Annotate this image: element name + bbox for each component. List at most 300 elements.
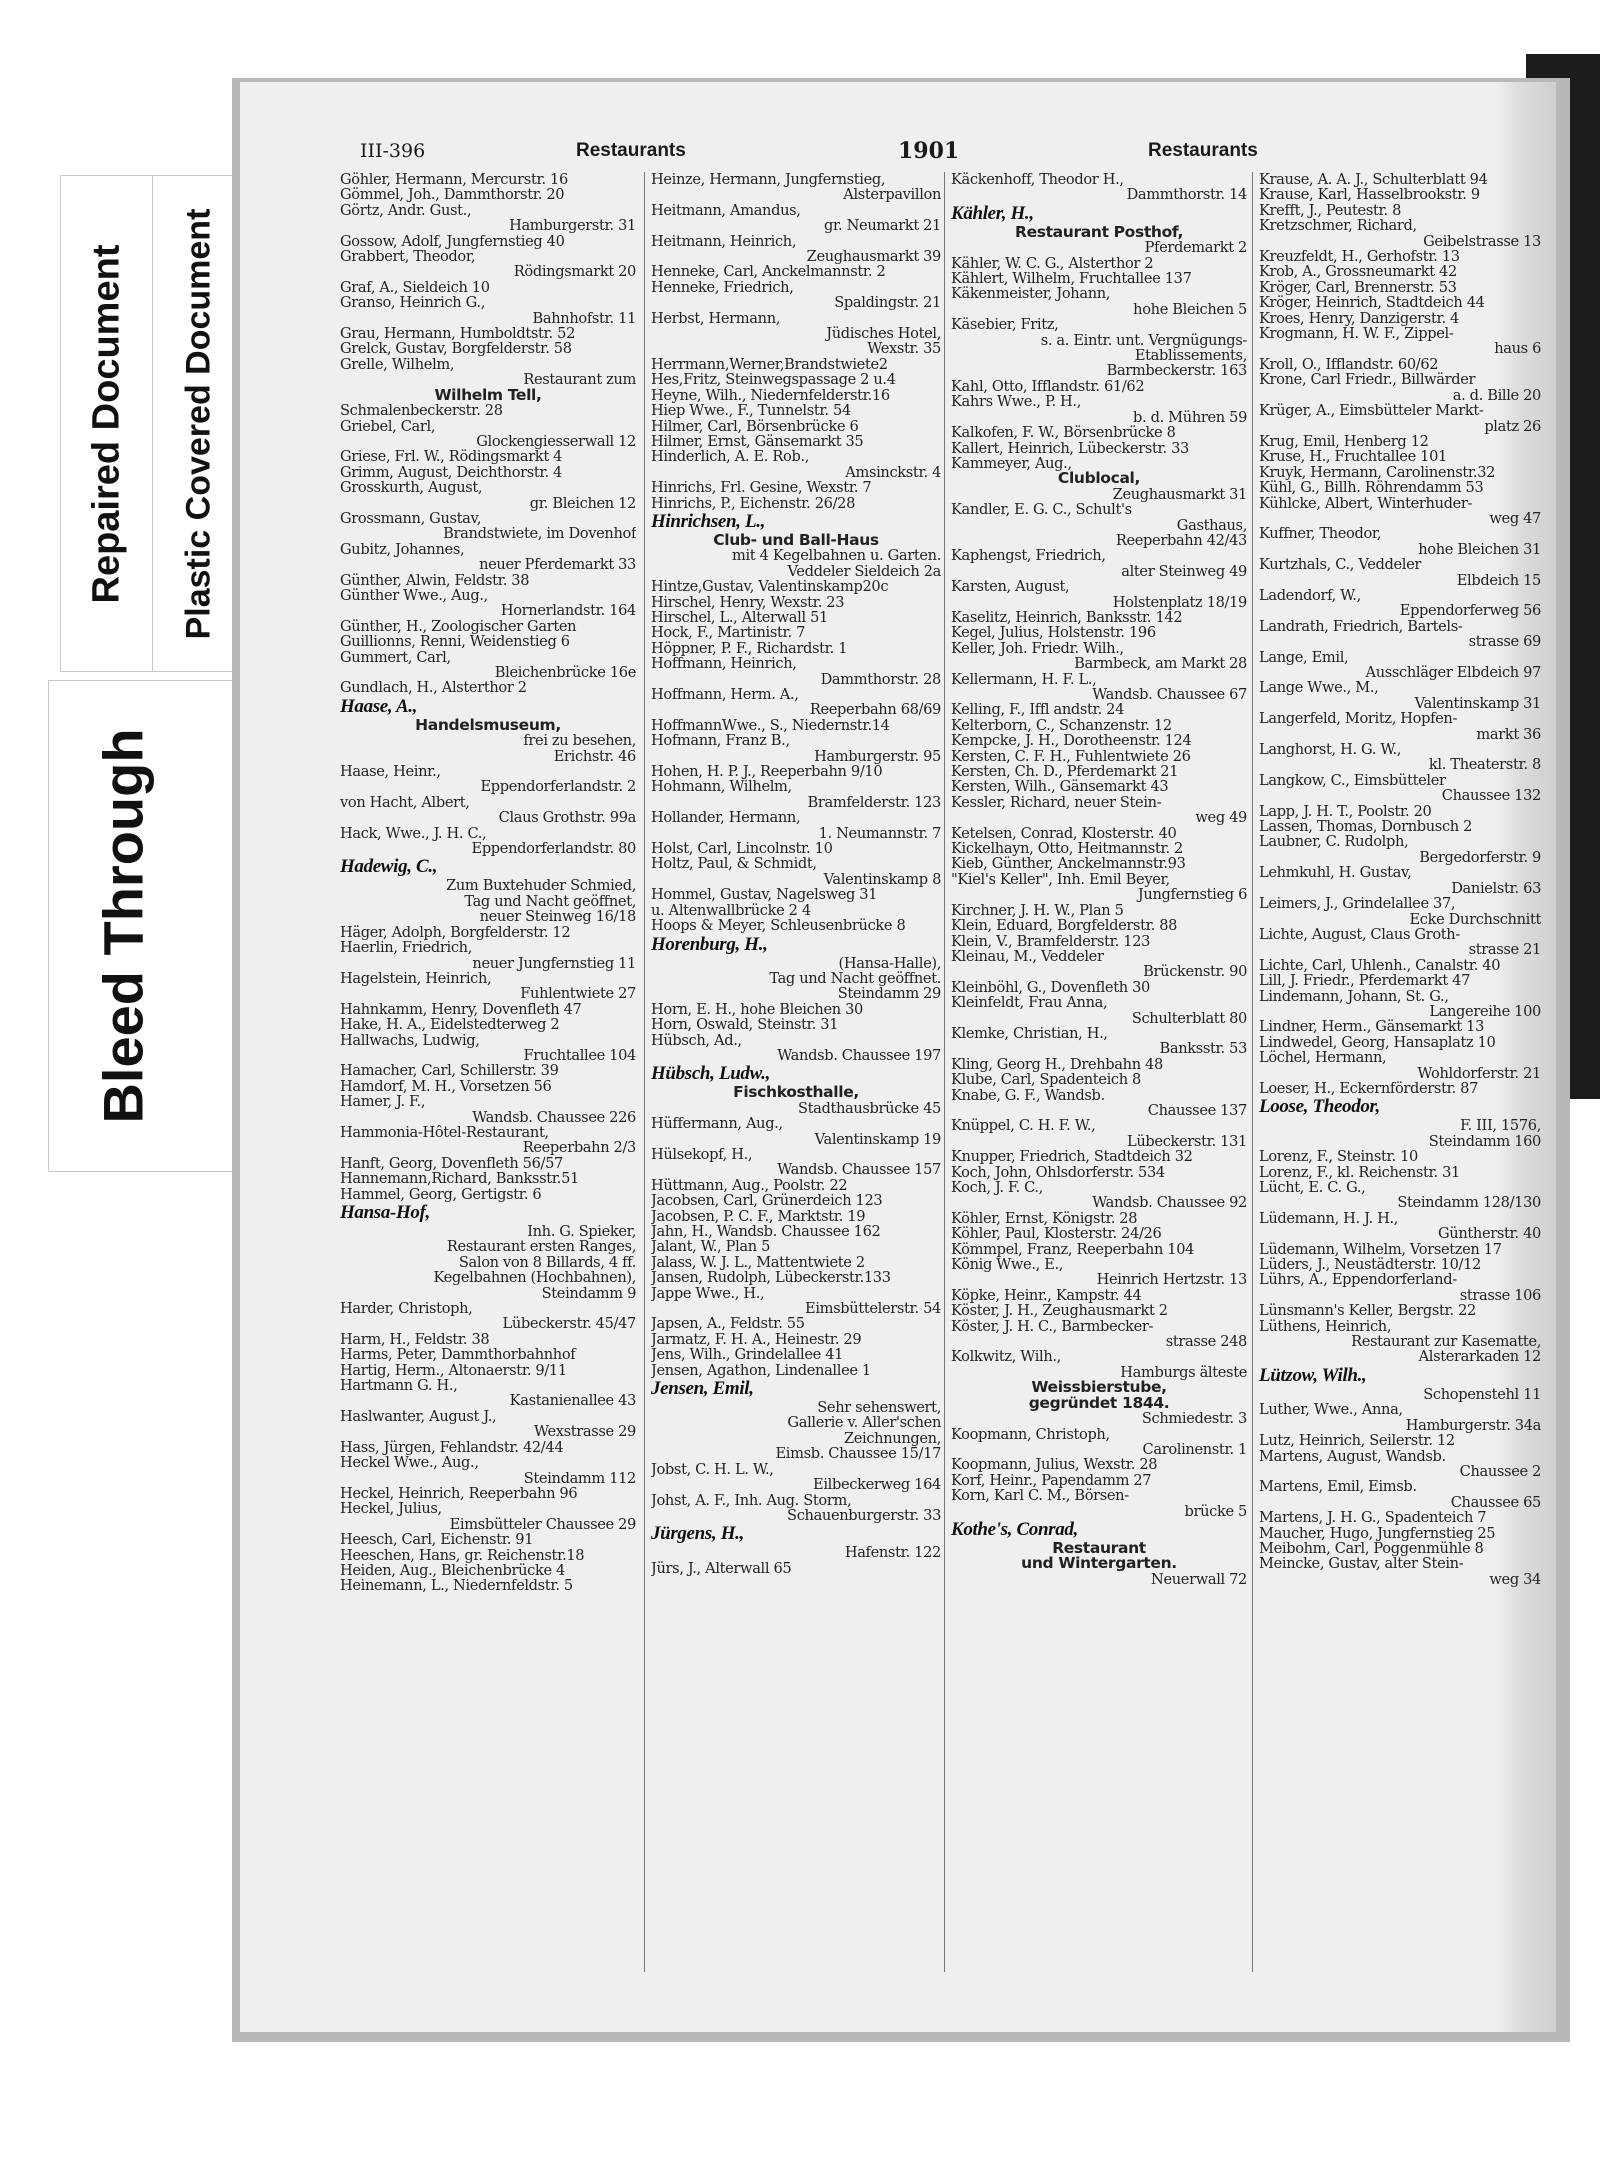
directory-entry [340, 1578, 636, 1593]
entry-address-line: neuer Steinweg 16/18 [479, 909, 636, 925]
entry-name-line: Heinemann, L., Niedernfeldstr. 5 [340, 1578, 573, 1594]
entry-name-line: Hes,Fritz, Steinwegspassage 2 u.4 [651, 372, 896, 388]
entry-name-line: Hammonia-Hôtel-Restaurant, [340, 1124, 549, 1141]
entry-address-line: alter Steinweg 49 [1121, 563, 1247, 580]
entry-name-line: Jansen, Rudolph, Lübeckerstr.133 [651, 1270, 891, 1286]
entry-address-line: markt 36 [1476, 726, 1541, 743]
directory-entry [340, 680, 636, 695]
entry-name-line: Meibohm, Carl, Poggenmühle 8 [1259, 1540, 1484, 1557]
entry-address-line: Carolinenstr. 1 [1142, 1441, 1247, 1458]
directory-entry [651, 595, 941, 610]
entry-address-line: strasse 248 [1165, 1334, 1247, 1350]
entry-name-line: Kempcke, J. H., Dorotheenstr. 124 [951, 733, 1192, 749]
directory-entry [951, 1180, 1247, 1211]
entry-name-line: Granso, Heinrich G., [340, 295, 485, 311]
entry-name-line: Göhler, Hermann, Mercurstr. 16 [340, 172, 568, 188]
entry-name-line: Heyne, Wilh., Niedernfelderstr.16 [651, 387, 890, 404]
entry-name-line: Koch, J. F. C., [951, 1180, 1043, 1196]
entry-address-line: Barmbeckerstr. 163 [1106, 363, 1247, 379]
entry-name-line: Kleinböhl, G., Dovenfleth 30 [951, 979, 1150, 996]
directory-entry [1259, 1303, 1541, 1318]
entry-name-line: Knupper, Friedrich, Stadtdeich 32 [951, 1149, 1193, 1165]
entry-name-line: Martens, Emil, Eimsb. [1259, 1479, 1417, 1495]
directory-entry [340, 1002, 636, 1017]
entry-name-line: Kurtzhals, C., Veddeler [1259, 557, 1421, 573]
directory-entry [340, 419, 636, 450]
directory-entry [1259, 496, 1541, 527]
directory-entry [1259, 434, 1541, 449]
directory-entry [651, 388, 941, 403]
entry-name-line: Kahrs Wwe., P. H., [951, 394, 1081, 410]
entry-name-line: Lorenz, F., Steinstr. 10 [1259, 1149, 1418, 1165]
entry-name-line: Lindemann, Johann, St. G., [1259, 988, 1449, 1004]
entry-address-line: Hafenstr. 122 [844, 1545, 941, 1561]
entry-name-line: Hohen, H. P. J., Reeperbahn 9/10 [651, 764, 883, 780]
entry-address-line: Danielstr. 63 [1451, 880, 1541, 897]
entry-name-line: Kömmpel, Franz, Reeperbahn 104 [951, 1241, 1195, 1258]
directory-entry [1259, 1526, 1541, 1541]
entry-address-line: strasse 21 [1468, 942, 1541, 958]
entry-address-line: Valentinskamp 31 [1414, 695, 1541, 712]
directory-entry [340, 1332, 636, 1347]
directory-entry [651, 918, 941, 933]
entry-address-line: Restaurant zur Kasematte, [1351, 1334, 1541, 1350]
directory-entry [651, 856, 941, 887]
directory-entry [651, 903, 941, 918]
entry-address-line: Lübeckerstr. 131 [1127, 1133, 1247, 1150]
directory-entry [1259, 264, 1541, 279]
directory-entry [340, 925, 636, 940]
entry-name-line: Hinrichs, Frl. Gesine, Wexstr. 7 [651, 480, 872, 496]
directory-entry [1259, 172, 1541, 187]
featured-entry [651, 1063, 941, 1116]
directory-entry [340, 1440, 636, 1455]
entry-name-line: Klemke, Christian, H., [951, 1025, 1108, 1042]
entry-name-line: Hinrichs, P., Eichenstr. 26/28 [651, 495, 856, 511]
entry-address-line: und Wintergarten. [1021, 1556, 1177, 1572]
directory-entry [1259, 1149, 1541, 1164]
entry-address-line: strasse 69 [1468, 634, 1541, 650]
entry-address-line: Schopenstehl 11 [1423, 1386, 1541, 1403]
entry-name-line: Heiden, Aug., Bleichenbrücke 4 [340, 1562, 565, 1579]
entry-name-line: Krone, Carl Friedr., Billwärder [1259, 372, 1476, 388]
directory-entry [340, 203, 636, 234]
directory-entry [651, 1193, 941, 1208]
entry-name-line: Koopmann, Julius, Wexstr. 28 [951, 1457, 1158, 1473]
featured-entry [951, 203, 1247, 256]
directory-entry [340, 403, 636, 418]
scanned-page [240, 82, 1556, 2032]
directory-entry [651, 841, 941, 856]
entry-name-line: Martens, J. H. G., Spadenteich 7 [1259, 1510, 1487, 1526]
directory-entry [340, 1033, 636, 1064]
entry-name-line: Kelling, F., Iffl andstr. 24 [951, 702, 1125, 718]
entry-name-line: Hülsekopf, H., [651, 1146, 753, 1163]
directory-entry [951, 1319, 1247, 1350]
directory-entry [340, 971, 636, 1002]
directory-entry [651, 1178, 941, 1193]
entry-name-line: Knabe, G. F., Wandsb. [951, 1087, 1105, 1103]
entry-address-line: Hamburgerstr. 95 [814, 748, 941, 765]
directory-entry [951, 702, 1247, 717]
entry-name-line: Kammeyer, Aug., [951, 455, 1072, 472]
entry-address-line: Bahnhofstr. 11 [532, 310, 636, 327]
directory-entry [1259, 1272, 1541, 1303]
entry-name-line: Lüdemann, Wilhelm, Vorsetzen 17 [1259, 1241, 1502, 1258]
directory-entry [651, 1332, 941, 1347]
directory-entry [340, 249, 636, 280]
entry-name-line: Lüdemann, H. J. H., [1259, 1210, 1399, 1227]
entry-address-line: Etablissements, [1134, 348, 1247, 364]
entry-name-line: Kaselitz, Heinrich, Banksstr. 142 [951, 609, 1183, 626]
entry-name-line: Langerfeld, Moritz, Hopfen- [1259, 711, 1458, 727]
entry-address-line: Steindamm 128/130 [1397, 1195, 1541, 1211]
entry-name-line: Jensen, Emil, [651, 1378, 754, 1400]
entry-name-line: Hollander, Hermann, [651, 810, 801, 826]
entry-address-line: Kegelbahnen (Hochbahnen), [433, 1270, 636, 1286]
entry-address-line: (Hansa-Halle), [838, 955, 941, 971]
directory-entry [1259, 1180, 1541, 1211]
entry-name-line: Klein, V., Bramfelderstr. 123 [951, 933, 1151, 949]
column-3 [944, 172, 1247, 1972]
directory-entry [1259, 834, 1541, 865]
entry-address-line: gegründet 1844. [1028, 1395, 1170, 1412]
entry-name-line: Hübsch, Ad., [651, 1032, 742, 1048]
entry-address-line: Glockengiesserwall 12 [476, 433, 636, 450]
directory-entry [340, 826, 636, 857]
directory-entry [651, 1224, 941, 1239]
directory-entry [1259, 1510, 1541, 1525]
directory-entry [1259, 1402, 1541, 1433]
entry-name-line: Horn, Oswald, Steinstr. 31 [651, 1017, 839, 1033]
entry-name-line: Häger, Adolph, Borgfelderstr. 12 [340, 924, 571, 941]
entry-name-line: Schmalenbeckerstr. 28 [340, 403, 503, 419]
entry-name-line: Haase, Heinr., [340, 764, 441, 780]
entry-name-line: Grau, Hermann, Humboldtstr. 52 [340, 326, 576, 342]
directory-entry [651, 434, 941, 449]
entry-address-line: Rödingsmarkt 20 [513, 264, 636, 280]
entry-address-line: b. d. Mühren 59 [1133, 409, 1247, 426]
entry-name-line: Lichte, August, Claus Groth- [1259, 926, 1460, 943]
entry-address-line: Pferdemarkt 2 [1144, 240, 1247, 256]
entry-address-line: Zum Buxtehuder Schmied, [446, 878, 636, 894]
directory-entry [951, 995, 1247, 1026]
directory-entry [651, 1147, 941, 1178]
entry-name-line: Holst, Carl, Lincolnstr. 10 [651, 841, 833, 857]
entry-name-line: Günther, Alwin, Feldstr. 38 [340, 572, 530, 588]
entry-name-line: Lührs, A., Eppendorferland- [1259, 1272, 1457, 1288]
directory-entry [340, 1563, 636, 1578]
entry-name-line: Hallwachs, Ludwig, [340, 1032, 480, 1048]
entry-address-line: mit 4 Kegelbahnen u. Garten. [732, 548, 941, 564]
directory-entry [1259, 1035, 1541, 1050]
entry-address-line: Chaussee 137 [1147, 1102, 1247, 1119]
entry-address-line: Erichstr. 46 [553, 748, 636, 765]
directory-entry [1259, 1242, 1541, 1257]
directory-entry [651, 1561, 941, 1576]
entry-name-line: Guillionns, Renni, Weidenstieg 6 [340, 634, 570, 650]
directory-entry [1259, 1257, 1541, 1272]
entry-address-line: Chaussee 65 [1450, 1494, 1541, 1511]
entry-name-line: Luther, Wwe., Anna, [1259, 1402, 1403, 1418]
entry-address-line: F. III, 1576, [1460, 1118, 1541, 1134]
entry-name-line: Kersten, C. F. H., Fuhlentwiete 26 [951, 748, 1191, 765]
entry-address-line: Fruchtallee 104 [523, 1047, 636, 1064]
entry-name-line: Horenburg, H., [651, 933, 768, 955]
directory-entry [651, 203, 941, 234]
entry-address-line: strasse 106 [1459, 1287, 1541, 1304]
entry-address-line: Eppendorferweg 56 [1399, 603, 1541, 619]
entry-address-line: Schmiedestr. 3 [1141, 1411, 1247, 1427]
entry-name-line: Kallert, Heinrich, Lübeckerstr. 33 [951, 440, 1189, 456]
directory-entry [951, 949, 1247, 980]
featured-entry [1259, 1365, 1541, 1402]
directory-entry [951, 672, 1247, 703]
directory-entry [951, 548, 1247, 579]
entry-address-line: Bergedorferstr. 9 [1419, 849, 1541, 866]
directory-entry [1259, 804, 1541, 819]
entry-address-line: Bramfelderstr. 123 [807, 794, 941, 811]
entry-address-line: Barmbeck, am Markt 28 [1074, 656, 1247, 672]
directory-entry [651, 1462, 941, 1493]
directory-entry [340, 511, 636, 542]
directory-entry [951, 502, 1247, 548]
entry-name-line: Lindner, Herm., Gänsemarkt 13 [1259, 1019, 1485, 1035]
entry-name-line: Jensen, Agathon, Lindenallee 1 [651, 1362, 871, 1379]
directory-entry [951, 441, 1247, 456]
entry-name-line: Hartmann G. H., [340, 1378, 458, 1394]
directory-entry [651, 764, 941, 779]
directory-entry [651, 810, 941, 841]
entry-address-line: brücke 5 [1184, 1503, 1247, 1519]
entry-address-line: Chaussee 2 [1459, 1463, 1541, 1480]
directory-entry [951, 872, 1247, 903]
featured-entry [340, 388, 636, 403]
entry-name-line: Krob, A., Grossneumarkt 42 [1259, 264, 1457, 280]
entry-name-line: Herbst, Hermann, [651, 310, 781, 327]
entry-name-line: Hamer, J. F., [340, 1094, 426, 1110]
entry-address-line: weg 47 [1489, 510, 1541, 527]
entry-name-line: Grelle, Wilhelm, [340, 356, 455, 373]
directory-entry [1259, 1019, 1541, 1034]
entry-address-line: neuer Pferdemarkt 33 [479, 557, 636, 573]
directory-entry [1259, 465, 1541, 480]
entry-address-line: Langereihe 100 [1429, 1003, 1541, 1020]
entry-address-line: Wandsb. Chaussee 92 [1092, 1195, 1247, 1211]
directory-entry [951, 1303, 1247, 1318]
entry-name-line: Jürgens, H., [651, 1523, 744, 1545]
directory-entry [1259, 187, 1541, 202]
entry-name-line: Kreuzfeldt, H., Gerhofstr. 13 [1259, 249, 1460, 265]
entry-name-line: Herrmann,Werner,Brandstwiete2 [651, 356, 888, 373]
featured-entry [1259, 1096, 1541, 1149]
entry-name-line: HoffmannWwe., S., Niedernstr.14 [651, 717, 890, 734]
entry-address-line: Fischkosthalle, [733, 1085, 859, 1101]
entry-name-line: Gundlach, H., Alsterthor 2 [340, 680, 527, 696]
directory-entry [1259, 1319, 1541, 1365]
entry-address-line: Handelsmuseum, [415, 717, 561, 734]
directory-entry [951, 317, 1247, 379]
entry-name-line: Griebel, Carl, [340, 418, 436, 434]
entry-address-line: Geibelstrasse 13 [1423, 233, 1541, 250]
year: 1901 [898, 138, 960, 164]
directory-entry [340, 449, 636, 464]
entry-name-line: Jürs, J., Alterwall 65 [651, 1560, 792, 1577]
entry-name-line: Kruyk, Hermann, Carolinenstr.32 [1259, 464, 1496, 481]
entry-name-line: Kröger, Heinrich, Stadtdeich 44 [1259, 295, 1485, 311]
entry-name-line: Jacobsen, P. C. F., Marktstr. 19 [651, 1208, 866, 1224]
entry-name-line: Gubitz, Johannes, [340, 541, 465, 558]
entry-name-line: Kroes, Henry, Danzigerstr. 4 [1259, 310, 1459, 327]
directory-entry [651, 264, 941, 279]
directory-entry [1259, 896, 1541, 927]
entry-name-line: Jobst, C. H. L. W., [651, 1461, 774, 1478]
entry-name-line: Wilhelm Tell, [434, 387, 542, 404]
entry-name-line: Jappe Wwe., H., [651, 1285, 765, 1302]
directory-entry [340, 1455, 636, 1486]
directory-entry [340, 1156, 636, 1171]
entry-name-line: Kuffner, Theodor, [1259, 526, 1382, 542]
entry-address-line: neuer Jungfernstieg 11 [472, 955, 636, 971]
directory-entry [651, 610, 941, 625]
entry-address-line: Restaurant ersten Ranges, [446, 1239, 636, 1255]
entry-address-line: Reeperbahn 42/43 [1115, 532, 1247, 549]
directory-entry [951, 379, 1247, 394]
entry-name-line: Kelterborn, C., Schanzenstr. 12 [951, 717, 1172, 734]
directory-entry [1259, 1556, 1541, 1587]
entry-address-line: Heinrich Hertzstr. 13 [1096, 1272, 1247, 1288]
directory-entry [651, 641, 941, 656]
directory-entry [340, 1378, 636, 1409]
directory-entry [651, 718, 941, 733]
directory-entry [951, 826, 1247, 841]
directory-entry [951, 779, 1247, 794]
entry-name-line: Hofmann, Franz B., [651, 733, 790, 749]
entry-name-line: Jalass, W. J. L., Mattentwiete 2 [651, 1254, 865, 1271]
entry-name-line: Kolkwitz, Wilh., [951, 1349, 1061, 1365]
directory-entry [1259, 1541, 1541, 1556]
entry-name-line: Kaphengst, Friedrich, [951, 548, 1106, 564]
directory-entry [1259, 588, 1541, 619]
entry-address-line: Restaurant [1052, 1540, 1146, 1557]
entry-name-line: Kersten, Wilh., Gänsemarkt 43 [951, 779, 1169, 795]
directory-entry [951, 1057, 1247, 1072]
directory-entry [651, 449, 941, 480]
directory-entry [1259, 295, 1541, 310]
entry-address-line: Jüdisches Hotel, [826, 326, 941, 342]
directory-entry [651, 1033, 941, 1064]
directory-entry [1259, 326, 1541, 357]
entry-address-line: Steindamm 112 [523, 1470, 636, 1486]
entry-name-line: Kretzschmer, Richard, [1259, 218, 1417, 234]
entry-address-line: Alsterarkaden 12 [1418, 1349, 1541, 1365]
featured-entry [651, 934, 941, 1002]
directory-entry [340, 1301, 636, 1332]
directory-entry [340, 1063, 636, 1078]
entry-address-line: Hamburgerstr. 31 [509, 218, 636, 234]
directory-entry [951, 1473, 1247, 1488]
directory-entry [651, 733, 941, 764]
directory-entry [340, 234, 636, 249]
entry-name-line: Maucher, Hugo, Jungfernstieg 25 [1259, 1525, 1496, 1541]
entry-name-line: König Wwe., E., [951, 1257, 1064, 1273]
entry-address-line: Zeughausmarkt 31 [1112, 486, 1247, 503]
entry-name-line: Haase, A., [340, 695, 418, 717]
featured-entry [651, 511, 941, 579]
directory-entry [340, 1017, 636, 1032]
directory-entry [340, 650, 636, 681]
entry-name-line: Kalkofen, F. W., Börsenbrücke 8 [951, 425, 1176, 441]
entry-address-line: Banksstr. 53 [1159, 1041, 1247, 1057]
featured-entry [340, 1202, 636, 1301]
directory-entry [651, 403, 941, 418]
entry-name-line: Hüttmann, Aug., Poolstr. 22 [651, 1177, 848, 1194]
entry-name-line: Hagelstein, Heinrich, [340, 970, 492, 987]
directory-entry [340, 764, 636, 795]
entry-name-line: Lapp, J. H. T., Poolstr. 20 [1259, 803, 1432, 820]
entry-address-line: Güntherstr. 40 [1437, 1226, 1541, 1242]
repaired-label-text: Repaired Document [85, 244, 128, 603]
directory-entry [340, 465, 636, 480]
directory-entry [340, 357, 636, 388]
directory-entry [951, 256, 1247, 271]
entry-name-line: Hansa-Hof, [340, 1202, 430, 1223]
directory-entry [340, 1171, 636, 1186]
entry-address-line: Wandsb. Chaussee 157 [777, 1162, 941, 1178]
directory-entry [1259, 557, 1541, 588]
entry-name-line: Japsen, A., Feldstr. 55 [651, 1316, 805, 1332]
directory-entry [951, 795, 1247, 826]
directory-entry [1259, 973, 1541, 988]
directory-entry [1259, 650, 1541, 681]
entry-address-line: Wexstrasse 29 [534, 1424, 636, 1440]
directory-entry [951, 286, 1247, 317]
entry-name-line: Höppner, P. F., Richardstr. 1 [651, 640, 848, 657]
entry-name-line: Heckel, Heinrich, Reeperbahn 96 [340, 1485, 578, 1502]
featured-entry [651, 1523, 941, 1560]
entry-name-line: Hock, F., Martinistr. 7 [651, 625, 806, 641]
entry-address-line: Bleichenbrücke 16e [494, 665, 636, 681]
entry-address-line: Zeughausmarkt 39 [806, 249, 941, 265]
entry-address-line: Spaldingstr. 21 [834, 295, 941, 311]
directory-entry [651, 311, 941, 357]
entry-name-line: Laubner, C. Rudolph, [1259, 834, 1409, 850]
directory-entry [651, 172, 941, 203]
entry-name-line: Kählert, Wilhelm, Fruchtallee 137 [951, 271, 1192, 287]
directory-entry [340, 588, 636, 619]
entry-address-line: Steindamm 160 [1428, 1133, 1541, 1150]
entry-name-line: Hirschel, Henry, Wexstr. 23 [651, 594, 845, 610]
entry-name-line: Kothe's, Conrad, [951, 1518, 1078, 1540]
directory-entry [340, 634, 636, 649]
directory-entry [1259, 403, 1541, 434]
featured-entry [340, 856, 636, 924]
entry-address-line: Dammthorstr. 28 [820, 671, 941, 687]
entry-name-line: Grabbert, Theodor, [340, 249, 476, 265]
directory-entry [340, 1187, 636, 1202]
directory-entry [951, 1257, 1247, 1288]
entry-name-line: Clublocal, [1057, 471, 1141, 487]
entry-name-line: Kühlcke, Albert, Winterhuder- [1259, 495, 1473, 511]
directory-entry [340, 1548, 636, 1563]
directory-entry [340, 1347, 636, 1362]
entry-address-line: Eppendorferlandstr. 2 [480, 779, 636, 795]
entry-name-line: Lange, Emil, [1259, 649, 1349, 665]
entry-name-line: Kersten, Ch. D., Pferdemarkt 21 [951, 764, 1179, 780]
entry-name-line: Grelck, Gustav, Borgfelderstr. 58 [340, 341, 572, 357]
column-2 [644, 172, 941, 1972]
entry-name-line: Hamacher, Carl, Schillerstr. 39 [340, 1063, 559, 1079]
